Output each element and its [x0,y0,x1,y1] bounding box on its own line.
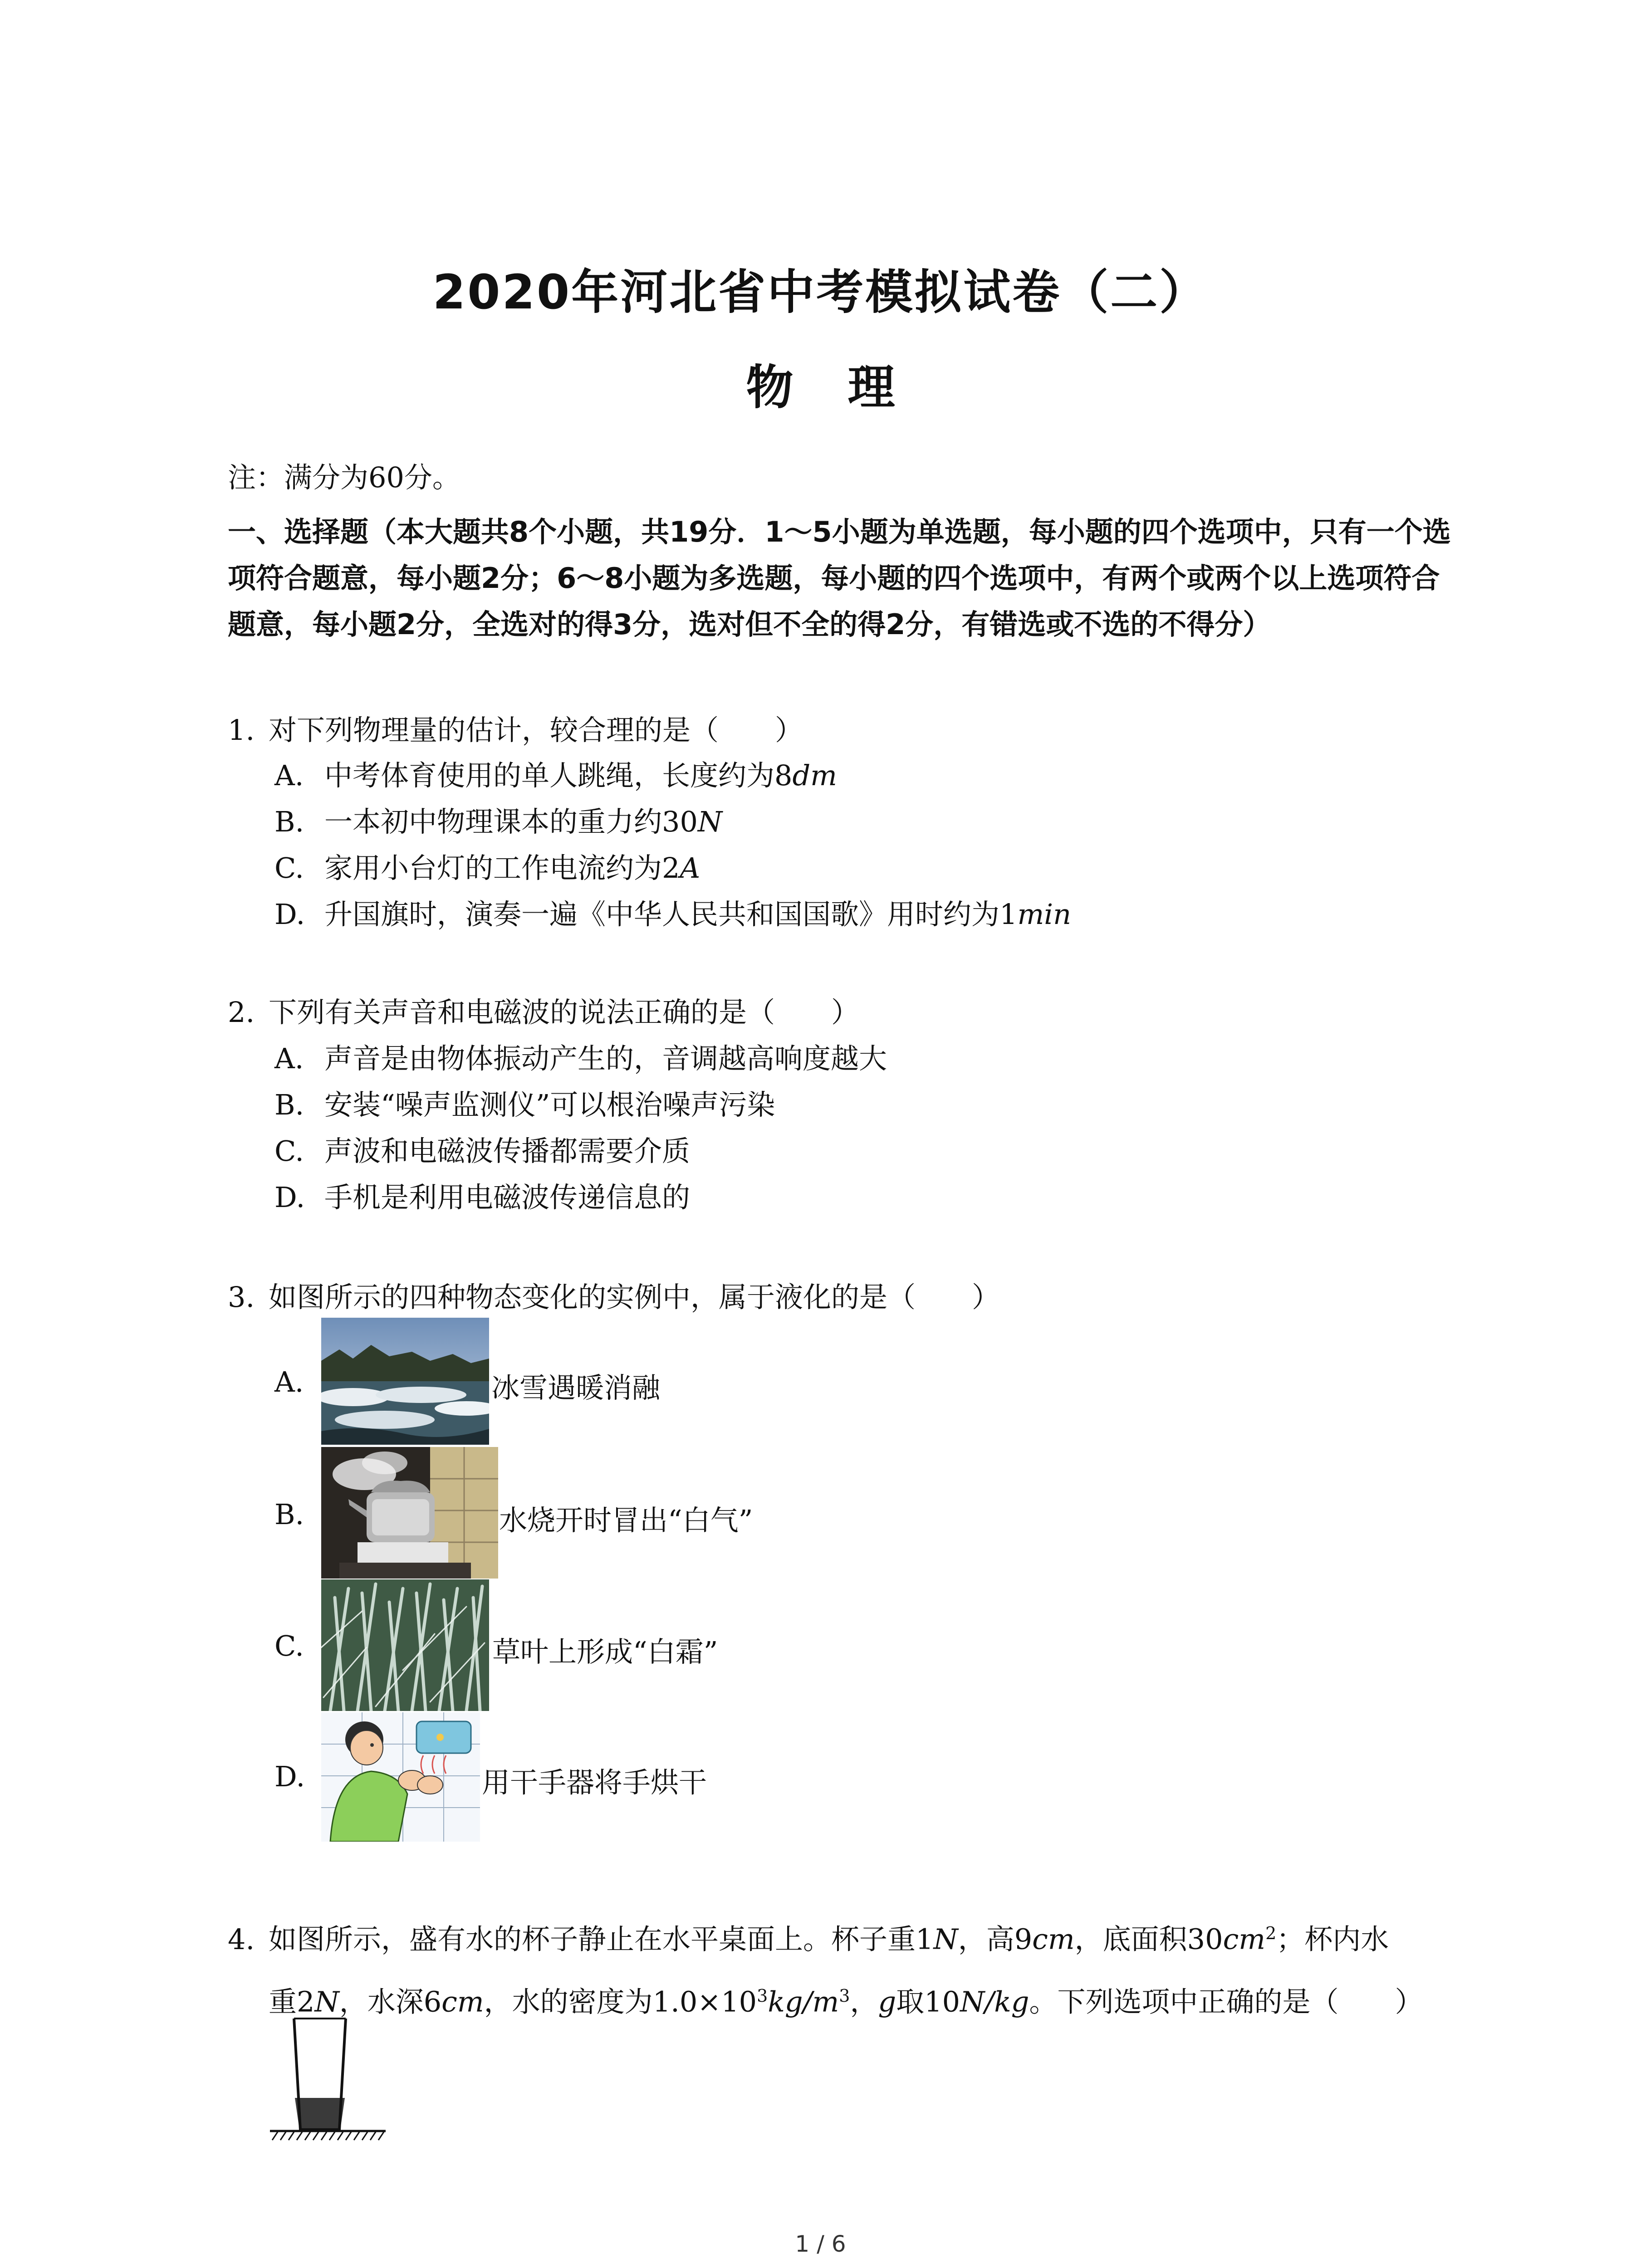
exam-title: 2020年河北省中考模拟试卷（二） [432,264,1209,320]
question-3-option-a-letter: A. [274,1365,304,1398]
page-number: 1 / 6 [795,2231,846,2257]
question-3-option-c-letter: C. [274,1629,304,1662]
question-3-option-b-text: 水烧开时冒出“白气” [499,1504,753,1537]
question-3-stem: 3. 如图所示的四种物态变化的实例中，属于液化的是（ ） [228,1281,1000,1314]
question-1-option-b: B. 一本初中物理课本的重力约30N [274,805,723,838]
question-3-option-a-text: 冰雪遇暖消融 [491,1371,661,1404]
boiling-kettle-image [321,1447,498,1579]
section-instructions: 一、选择题（本大题共8个小题，共19分．1～5小题为单选题，每小题的四个选项中，只有一个选项符合题意，每小题2分；6～8小题为多选题，每小题的四个选项中，有两个或两个以上选项符合题意，每小题2分，全选对的得3分，选对但不全的得2分，有错选或不选的不得分） [228,515,1451,641]
frosted-grass-image [321,1579,489,1711]
question-2-stem: 2. 下列有关声音和电磁波的说法正确的是（ ） [228,996,860,1029]
water-fill [295,2098,345,2130]
hand-dryer-cartoon-image [321,1712,480,1842]
question-2-option-b: B. 安装“噪声监测仪”可以根治噪声污染 [274,1088,775,1121]
cup-on-table-diagram [268,2014,395,2143]
question-1-option-c: C. 家用小台灯的工作电流约为2A [274,851,700,885]
question-1-option-d: D. 升国旗时，演奏一遍《中华人民共和国国歌》用时约为1min [274,898,1072,931]
question-2-option-a: A. 声音是由物体振动产生的，音调越高响度越大 [274,1042,887,1075]
question-2-option-c: C. 声波和电磁波传播都需要介质 [274,1134,691,1168]
score-note: 注：满分为60分。 [228,461,460,494]
question-3-option-d-letter: D. [274,1760,305,1793]
question-3-option-c-text: 草叶上形成“白霜” [492,1635,718,1668]
question-4-line-2: 重2N，水深6cm，水的密度为$1.0\times 10^3kg/m^3$，g取10N/kg。下列选项中正确的是（ ） [269,1985,1423,2019]
question-4-stem [228,1905,1453,2030]
question-3-option-b-letter: B. [274,1498,304,1531]
subject-heading: 物理 [746,360,950,415]
question-1-stem: 1. 对下列物理量的估计，较合理的是（ ） [228,714,803,747]
table-hatch [272,2132,384,2140]
question-2-option-d: D. 手机是利用电磁波传递信息的 [274,1181,691,1214]
question-4-line-1: 4. 如图所示，盛有水的杯子静止在水平桌面上。杯子重1N，高9cm，底面积$30cm^2$；杯内水 [228,1922,1389,1956]
melting-snow-river-image [321,1318,489,1445]
question-1-option-a: A. 中考体育使用的单人跳绳，长度约为8dm [274,759,837,792]
question-3-option-d-text: 用干手器将手烘干 [482,1766,707,1799]
